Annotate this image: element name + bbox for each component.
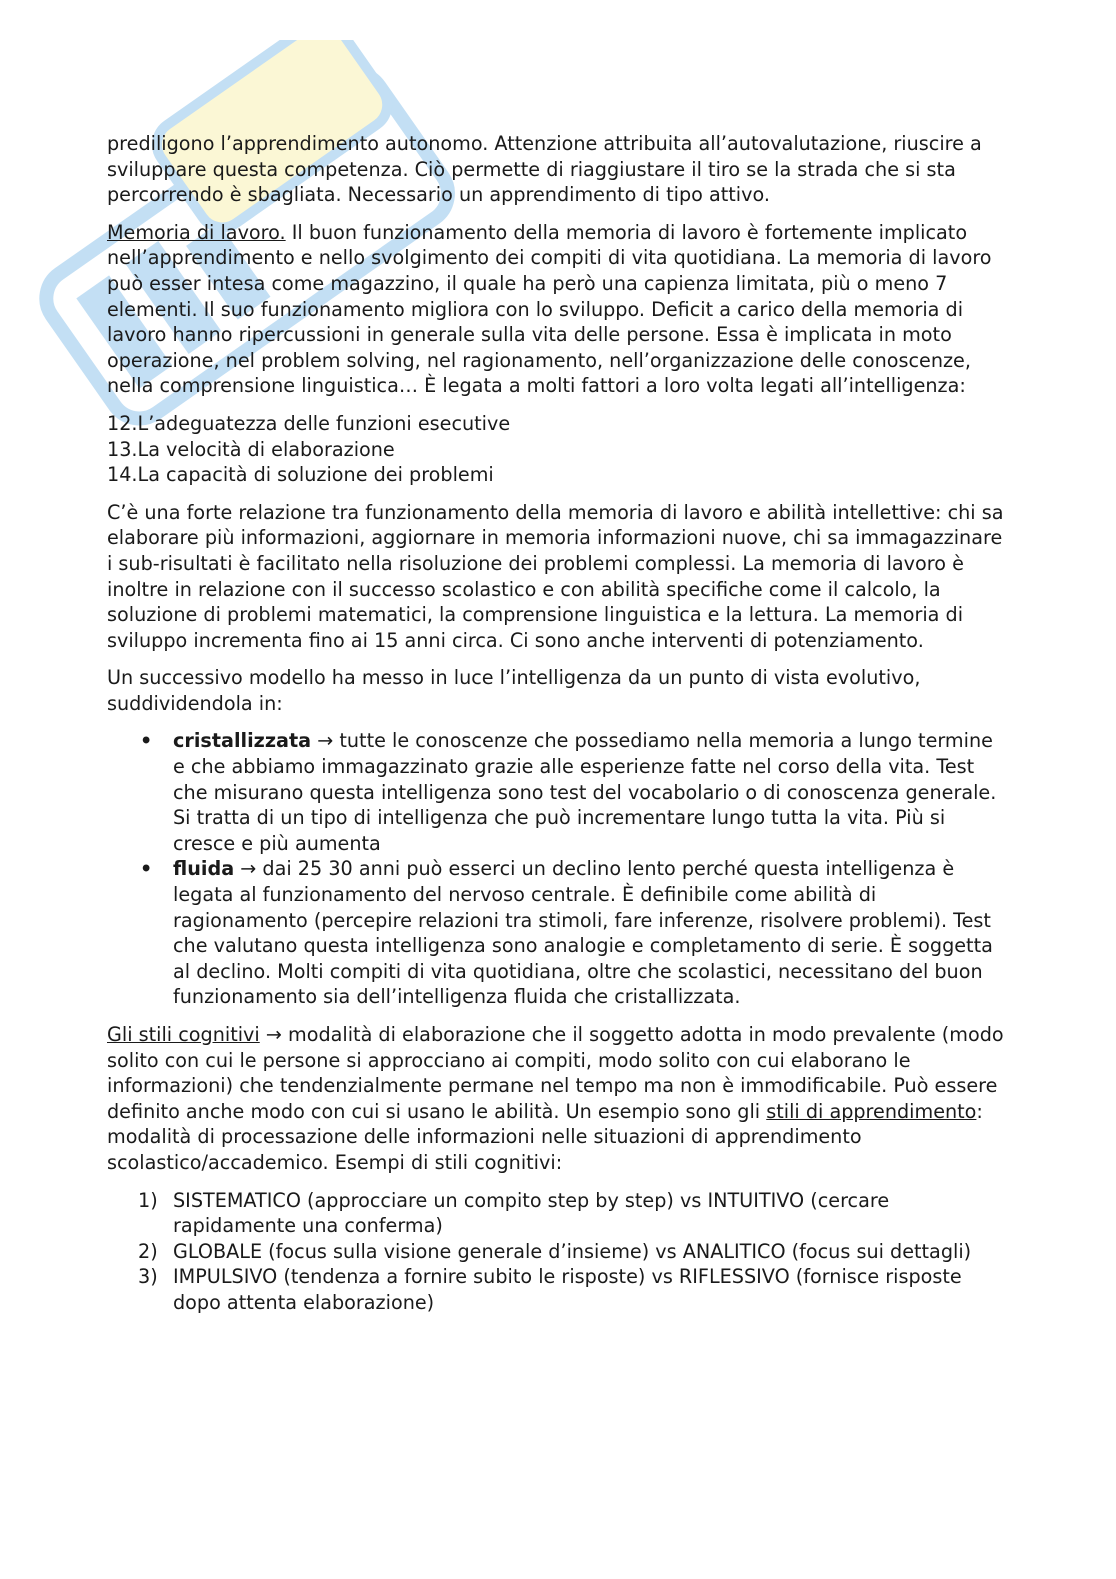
- list-item: [107, 1239, 1007, 1265]
- term: cristallizzata: [173, 729, 312, 753]
- item-number: 3): [138, 1265, 158, 1289]
- term-description: → dai 25 30 anni può esserci un declino lento perché questa intelligenza è legata al funzionamento del nervoso centrale. È definibile come abilità di ragionamento (percepire relazioni tra stimoli, fare inferenze, risolvere problemi). Test che valutano questa intelligenza sono analogie e completamento di serie. È soggetta al declino. Molti compiti di vita quotidiana, oltre che scolastici, necessitano del buon funzionamento sia dell’intelligenza fluida che cristallizzata.: [173, 857, 993, 1009]
- document-body: [107, 131, 1007, 1316]
- list-item: [107, 1188, 1007, 1239]
- relation-paragraph: C’è una forte relazione tra funzionamento della memoria di lavoro e abilità intellettive: chi sa elaborare più informazioni, aggiornare in memoria informazioni nuove, chi sa immagazzinare i sub-risultati è facilitato nella risoluzione dei problemi complessi. La memoria di lavoro è inoltre in relazione con il successo scolastico e con abilità specifiche come il calcolo, la soluzione di problemi matematici, la comprensione linguistica e la lettura. La memoria di sviluppo incrementa fino ai 15 anni circa. Ci sono anche interventi di potenziamento.: [107, 500, 1004, 652]
- item-number: 2): [138, 1239, 158, 1263]
- cognitive-styles-heading: Gli stili cognitivi: [107, 1023, 260, 1046]
- learning-styles-term: stili di apprendimento: [766, 1099, 977, 1123]
- style-examples-list: [107, 1188, 1007, 1316]
- term-description: → tutte le conoscenze che possediamo nella memoria a lungo termine e che abbiamo immagazzinato grazie alle esperienze fatte nel corso della vita. Test che misurano questa intelligenza sono test del vocabolario o di conoscenza generale. Si tratta di un tipo di intelligenza che può incrementare lungo tutta la vita. Più si cresce e più aumenta: [173, 729, 997, 855]
- factors-list: [107, 411, 1007, 488]
- working-memory-heading: Memoria di lavoro.: [107, 220, 286, 244]
- list-item: 13.La velocità di elaborazione: [107, 437, 395, 461]
- cognitive-styles-paragraph: [107, 1022, 1007, 1176]
- model-paragraph: Un successivo modello ha messo in luce l’intelligenza da un punto di vista evolutivo, suddividendola in:: [107, 666, 921, 715]
- item-text: GLOBALE (focus sulla visione generale d’insieme) vs ANALITICO (focus sui dettagli): [173, 1239, 972, 1263]
- intro-paragraph: prediligono l’apprendimento autonomo. Attenzione attribuita all’autovalutazione, riuscire a sviluppare questa competenza. Ciò permette di riaggiustare il tiro se la strada che si sta percorrendo è sbagliata. Necessario un apprendimento di tipo attivo.: [107, 132, 982, 207]
- intelligence-types-list: [107, 728, 1007, 1010]
- working-memory-text: Il buon funzionamento della memoria di lavoro è fortemente implicato nell’apprendimento e nello svolgimento dei compiti di vita quotidiana. La memoria di lavoro può esser intesa come magazzino, il quale ha però una capienza limitata, più o meno 7 elementi. Il suo funzionamento migliora con lo sviluppo. Deficit a carico della memoria di lavoro hanno ripercussioni in generale sulla vita delle persone. Essa è implicata in moto operazione, nel problem solving, nel ragionamento, nell’organizzazione delle conoscenze, nella comprensione linguistica… È legata a molti fattori a loro volta legati all’intelligenza:: [107, 220, 992, 398]
- bullet-icon: •: [140, 729, 153, 753]
- list-item: [107, 728, 1007, 856]
- item-number: 1): [138, 1188, 158, 1212]
- item-text: IMPULSIVO (tendenza a fornire subito le risposte) vs RIFLESSIVO (fornisce risposte dopo attenta elaborazione): [173, 1265, 962, 1314]
- item-text: SISTEMATICO (approcciare un compito step by step) vs INTUITIVO (cercare rapidamente una conferma): [173, 1188, 890, 1238]
- bullet-icon: •: [140, 857, 153, 881]
- cognitive-styles-text: → modalità di elaborazione che il soggetto adotta in modo prevalente (modo solito con cui le persone si approcciano ai compiti, modo solito con cui elaborano le informazioni) che tendenzialmente permane nel tempo ma non è immodificabile. Può essere definito anche modo con cui si usano le abilità. Un esempio sono gli: [107, 1023, 1004, 1123]
- list-item: 12.L’adeguatezza delle funzioni esecutive: [107, 411, 511, 435]
- cognitive-styles-text-end: : modalità di processazione delle informazioni nelle situazioni di apprendimento scolastico/accademico. Esempi di stili cognitivi:: [107, 1099, 983, 1174]
- term: fluida: [173, 857, 235, 881]
- list-item: [107, 1264, 1007, 1315]
- working-memory-paragraph: [107, 220, 1007, 399]
- list-item: 14.La capacità di soluzione dei problemi: [107, 463, 494, 487]
- list-item: [107, 856, 1007, 1010]
